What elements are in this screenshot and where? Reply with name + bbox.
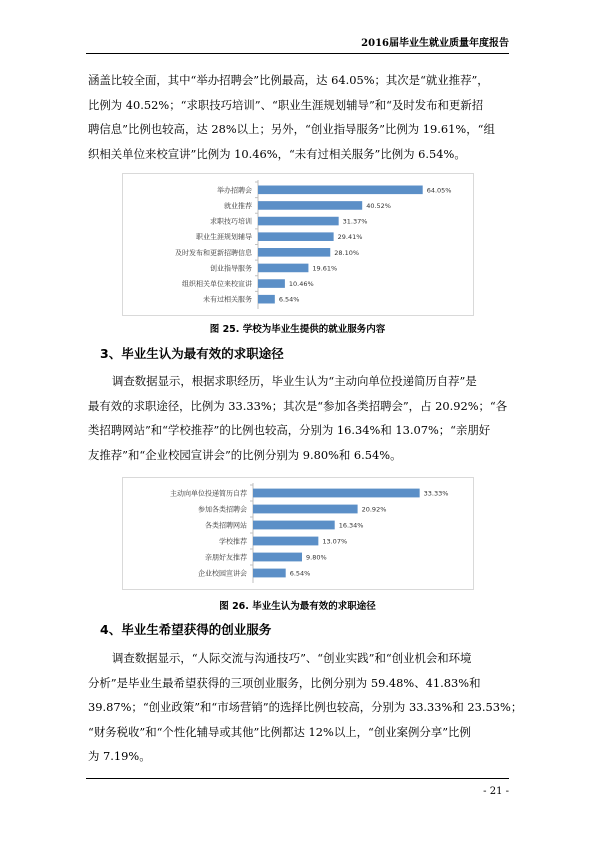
paragraph-line: 调查数据显示，根据求职经历，毕业生认为“主动向单位投递简历自荐”是 (112, 374, 477, 388)
bar (253, 569, 286, 578)
paragraph-line: 织相关单位来校宣讲”比例为 10.46%，“未有过相关服务”比例为 6.54%。 (88, 146, 466, 161)
data-label: 28.10% (334, 248, 360, 257)
data-label: 19.61% (312, 264, 338, 273)
category-label: 举办招聘会 (217, 186, 252, 195)
section-3-paragraph (88, 369, 514, 467)
category-label: 未有过相关服务 (203, 295, 252, 304)
data-label: 64.05% (426, 186, 452, 195)
bar (258, 295, 275, 304)
bar (258, 217, 339, 226)
paragraph-line: 涵盖比较全面，其中“举办招聘会”比例最高，达 64.05%；其次是“就业推荐”， (88, 73, 489, 87)
paragraph-line: “财务税收”和“个性化辅导或其他”比例都达 12%以上，“创业案例分享”比例 (88, 724, 471, 739)
category-label: 及时发布和更新招聘信息 (175, 248, 252, 257)
bar (253, 505, 358, 514)
bar (258, 232, 334, 241)
category-label: 亲朋好友推荐 (205, 553, 247, 562)
section-4-paragraph (88, 646, 523, 769)
data-label: 6.54% (289, 569, 311, 578)
data-label: 9.80% (306, 553, 327, 562)
category-label: 创业指导服务 (210, 264, 252, 273)
figure-25-caption: 图 25. 学校为毕业生提供的就业服务内容 (209, 324, 386, 335)
running-header: 2016届毕业生就业质量年度报告 (361, 38, 509, 49)
paragraph-line: 为 7.19%。 (88, 749, 151, 763)
category-label: 职业生涯规划辅导 (196, 233, 252, 242)
bar (258, 186, 423, 195)
category-label: 求职技巧培训 (210, 217, 252, 226)
category-label: 企业校园宣讲会 (198, 569, 247, 578)
paragraph-line: 类招聘网站”和“学校推荐”的比例也较高，分别为 16.34%和 13.07%；“亲朋好 (88, 423, 491, 437)
paragraph-line: 分析”是毕业生最希望获得的三项创业服务，比例分别为 59.48%、41.83%和 (88, 675, 481, 690)
bar (253, 537, 318, 546)
data-label: 10.46% (288, 280, 314, 289)
figure-25-chart (122, 173, 474, 316)
section-3-heading: 3、毕业生认为最有效的求职途径 (100, 346, 284, 361)
category-label: 主动向单位投递简历自荐 (170, 489, 247, 498)
paragraph-line: 调查数据显示，“人际交流与沟通技巧”、“创业实践”和“创业机会和环境 (112, 651, 472, 665)
category-label: 学校推荐 (219, 537, 247, 546)
paragraph-line: 39.87%；“创业政策”和“市场营销”的选择比例也较高，分别为 33.33%和 23.53%； (88, 700, 523, 714)
category-label: 各类招聘网站 (205, 521, 247, 530)
data-label: 13.07% (322, 537, 348, 546)
figure-26-caption: 图 26. 毕业生认为最有效的求职途径 (219, 601, 376, 612)
bar (253, 521, 335, 530)
paragraph-1 (88, 68, 514, 166)
category-label: 组织相关单位来校宣讲 (182, 280, 252, 289)
data-label: 29.41% (337, 233, 363, 242)
data-label: 16.34% (338, 521, 364, 530)
figure-26-chart (122, 477, 474, 590)
paragraph-line: 友推荐”和“企业校园宣讲会”的比例分别为 9.80%和 6.54%。 (88, 447, 402, 462)
bar (253, 489, 420, 498)
footer-rule (86, 778, 509, 779)
data-label: 6.54% (278, 295, 300, 304)
section-4-heading: 4、毕业生希望获得的创业服务 (100, 622, 272, 637)
page-number: - 21 - (483, 786, 509, 797)
category-label: 参加各类招聘会 (198, 505, 247, 514)
figure-25-svg (123, 174, 473, 315)
data-label: 40.52% (366, 201, 391, 210)
figure-26-svg (123, 478, 473, 589)
paragraph-line: 聘信息”比例也较高，达 28%以上；另外，“创业指导服务”比例为 19.61%，“组 (88, 122, 495, 136)
bar (258, 279, 285, 288)
bar (253, 553, 302, 562)
paragraph-line: 最有效的求职途径，比例为 33.33%；其次是“参加各类招聘会”，占 20.92%；“各 (88, 398, 508, 413)
data-label: 33.33% (423, 489, 449, 498)
data-label: 31.37% (342, 217, 368, 226)
bar (258, 248, 330, 257)
category-label: 就业推荐 (224, 201, 252, 210)
data-label: 20.92% (361, 505, 387, 514)
bar (258, 201, 362, 210)
bar (258, 264, 308, 273)
paragraph-line: 比例为 40.52%；“求职技巧培训”、“职业生涯规划辅导”和“及时发布和更新招 (88, 97, 484, 112)
header-rule (86, 53, 509, 54)
